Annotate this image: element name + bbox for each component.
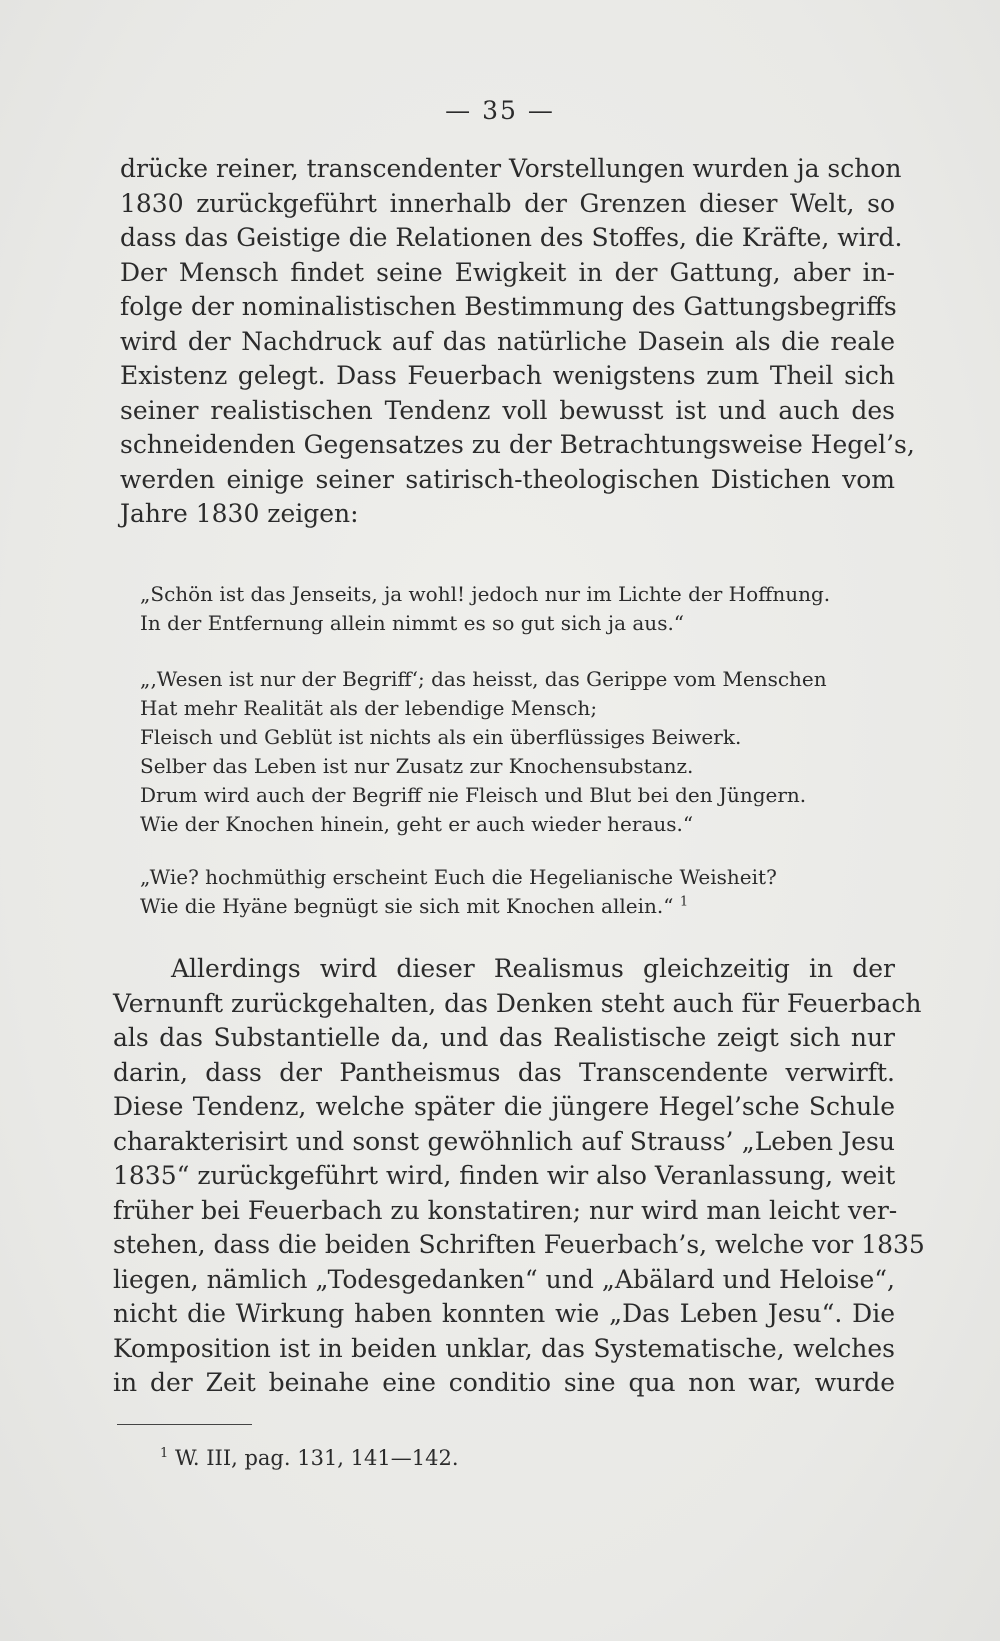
verse-line: Fleisch und Geblüt ist nichts als ein überflüssiges Beiwerk. bbox=[140, 725, 742, 749]
footnote-divider bbox=[117, 1424, 252, 1425]
text-line: Diese Tendenz, welche später die jüngere Hegel’sche Schule bbox=[113, 1092, 895, 1121]
verse-line: Wie der Knochen hinein, geht er auch wieder heraus.“ bbox=[140, 812, 694, 836]
footnote bbox=[160, 1446, 459, 1470]
verse-line bbox=[140, 892, 900, 921]
verse-line: Hat mehr Realität als der lebendige Mensch; bbox=[140, 696, 598, 720]
text-line: liegen, nämlich „Todesgedanken“ und „Abälard und Heloise“, bbox=[113, 1264, 895, 1294]
verse-line: „‚Wesen ist nur der Begriff‘; das heisst, das Gerippe vom Menschen bbox=[140, 667, 827, 691]
paragraph-1 bbox=[120, 152, 915, 532]
text-line: drücke reiner, transcendenter Vorstellungen wurden ja schon bbox=[120, 154, 902, 183]
text-line: werden einige seiner satirisch-theologischen Distichen vom bbox=[120, 464, 895, 494]
verse-line: Drum wird auch der Begriff nie Fleisch und Blut bei den Jüngern. bbox=[140, 783, 807, 807]
verse-line: „Schön ist das Jenseits, ja wohl! jedoch nur im Lichte der Hoffnung. bbox=[140, 582, 831, 606]
footnote-text: W. III, pag. 131, 141—142. bbox=[174, 1446, 459, 1470]
text-line: seiner realistischen Tendenz voll bewusst ist und auch des bbox=[120, 395, 895, 425]
verse-line-text: Wie die Hyäne begnügt sie sich mit Knochen allein.“ bbox=[140, 894, 674, 918]
text-line: wird der Nachdruck auf das natürliche Dasein als die reale bbox=[120, 326, 895, 356]
text-line: Jahre 1830 zeigen: bbox=[120, 499, 359, 528]
text-line: Allerdings wird dieser Realismus gleichzeitig in der bbox=[171, 954, 895, 983]
verse-quote-3 bbox=[140, 863, 900, 921]
text-line: charakterisirt und sonst gewöhnlich auf Strauss’ „Leben Jesu bbox=[113, 1126, 895, 1156]
text-line: in der Zeit beinahe eine conditio sine qua non war, wurde bbox=[113, 1368, 895, 1397]
text-line: stehen, dass die beiden Schriften Feuerbach’s, welche vor 1835 bbox=[113, 1230, 925, 1259]
text-line: schneidenden Gegensatzes zu der Betrachtungsweise Hegel’s, bbox=[120, 430, 915, 459]
text-line: 1835“ zurückgeführt wird, finden wir also Veranlassung, weit bbox=[113, 1161, 896, 1190]
verse-line: „Wie? hochmüthig erscheint Euch die Hegelianische Weisheit? bbox=[140, 865, 777, 889]
text-line: Komposition ist in beiden unklar, das Systematische, welches bbox=[113, 1333, 895, 1363]
footnote-mark: 1 bbox=[160, 1446, 169, 1461]
text-line: Existenz gelegt. Dass Feuerbach wenigstens zum Theil sich bbox=[120, 361, 895, 390]
text-line: folge der nominalistischen Bestimmung des Gattungsbegriffs bbox=[120, 292, 897, 321]
text-line: Vernunft zurückgehalten, das Denken steht auch für Feuerbach bbox=[113, 988, 922, 1018]
text-line: dass das Geistige die Relationen des Stoffes, die Kräfte, wird. bbox=[120, 223, 903, 252]
text-line: als das Substantielle da, und das Realistische zeigt sich nur bbox=[113, 1023, 895, 1052]
page-number: — 35 — bbox=[445, 96, 555, 125]
paragraph-2 bbox=[113, 952, 925, 1401]
text-line: nicht die Wirkung haben konnten wie „Das Leben Jesu“. Die bbox=[113, 1299, 895, 1328]
text-line: darin, dass der Pantheismus das Transcendente verwirft. bbox=[113, 1057, 895, 1087]
text-line: früher bei Feuerbach zu konstatiren; nur wird man leicht ver- bbox=[113, 1195, 898, 1225]
verse-line: Selber das Leben ist nur Zusatz zur Knochensubstanz. bbox=[140, 754, 694, 778]
footnote-reference: 1 bbox=[679, 894, 689, 910]
verse-line: In der Entfernung allein nimmt es so gut sich ja aus.“ bbox=[140, 611, 685, 635]
text-line: 1830 zurückgeführt innerhalb der Grenzen dieser Welt, so bbox=[120, 188, 895, 218]
verse-quote-1 bbox=[140, 580, 900, 638]
text-line: Der Mensch findet seine Ewigkeit in der Gattung, aber in- bbox=[120, 257, 895, 287]
verse-quote-2 bbox=[140, 665, 900, 839]
